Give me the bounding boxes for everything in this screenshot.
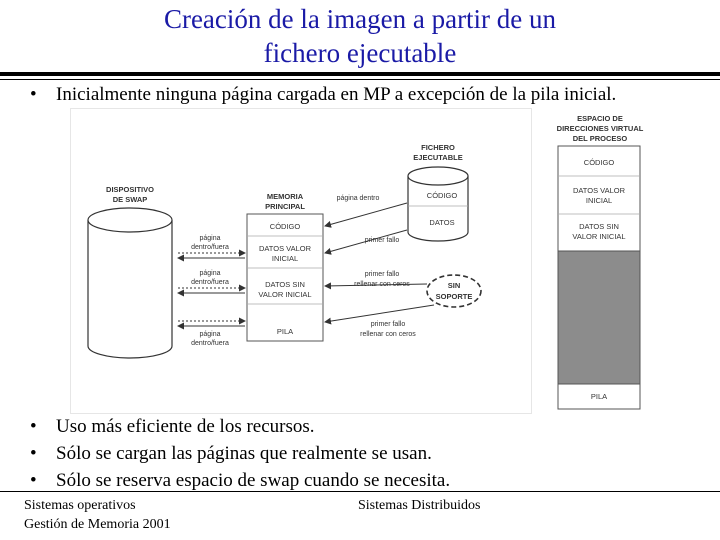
mem-datos-valor-1: DATOS VALOR [258, 244, 312, 253]
swap-label-1: DISPOSITIVO [106, 185, 154, 194]
bullet-3-text: Sólo se reserva espacio de swap cuando se necesita. [56, 470, 451, 491]
vas-datos-sin-1: DATOS SIN [579, 222, 619, 231]
mem-codigo: CÓDIGO [269, 222, 301, 231]
bullet-2 [30, 443, 432, 465]
bullet-dot: • [30, 443, 37, 464]
slide-title-line-1: Creación de la imagen a partir de un [163, 4, 557, 34]
bullet-dot: • [30, 470, 37, 491]
fichero-datos: DATOS [429, 218, 455, 227]
vas-datos-valor-1: DATOS VALOR [572, 186, 626, 195]
bullet-3 [30, 470, 450, 492]
espacio-label-2: DIRECCIONES VIRTUAL [556, 124, 644, 133]
slide-title-line-2: fichero ejecutable [263, 38, 457, 68]
bullet-top [30, 84, 616, 106]
slide-title [0, 2, 720, 70]
mem-datos-sin-1: DATOS SIN [265, 280, 305, 289]
fichero-cylinder [408, 167, 468, 241]
bullet-2-text: Sólo se cargan las páginas que realmente se usan. [56, 443, 432, 464]
memoria-label-2: PRINCIPAL [265, 202, 305, 211]
swap-dentro-fuera-2: dentro/fuera [191, 279, 229, 286]
sin-soporte-ellipse [427, 275, 481, 307]
vas-datos-valor-2: INICIAL [585, 196, 613, 205]
primer-fallo-2: primer fallo [364, 271, 400, 278]
bullet-dot: • [30, 416, 37, 437]
swap-pagina-3: página [199, 331, 221, 338]
footer-left-line-1: Sistemas operativos [24, 498, 136, 513]
mem-datos-sin-2: VALOR INICIAL [258, 290, 312, 299]
footer-left-line-2: Gestión de Memoria 2001 [24, 517, 171, 532]
bullet-top-text: Inicialmente ninguna página cargada en MP a excepción de la pila inicial. [56, 84, 617, 105]
mem-datos-valor-2: INICIAL [271, 254, 299, 263]
swap-pagina-1: página [199, 235, 221, 242]
bullet-1-text: Uso más eficiente de los recursos. [56, 416, 315, 437]
main-memory-column [247, 214, 323, 341]
espacio-label-1: ESPACIO DE [577, 114, 623, 123]
vas-gap [558, 251, 640, 384]
mem-pila: PILA [276, 327, 294, 336]
fichero-label-2: EJECUTABLE [413, 153, 463, 162]
vas-pila: PILA [590, 392, 608, 401]
primer-fallo-1: primer fallo [364, 237, 400, 244]
swap-label-2: DE SWAP [112, 195, 148, 204]
primer-fallo-3: primer fallo [370, 321, 406, 328]
title-rule-thin [0, 79, 720, 80]
fichero-label-1: FICHERO [421, 143, 455, 152]
swap-pagina-2: página [199, 270, 221, 277]
footer-center: Sistemas Distribuidos [358, 498, 481, 513]
memory-diagram [70, 108, 532, 414]
footer-rule [0, 491, 720, 492]
espacio-label-3: DEL PROCESO [572, 134, 628, 143]
swap-dentro-fuera-1: dentro/fuera [191, 244, 229, 251]
rellenar-ceros-3: rellenar con ceros [360, 331, 416, 338]
pagina-dentro: página dentro [336, 195, 380, 202]
sin-soporte-1: SIN [447, 281, 461, 290]
rellenar-ceros-2: rellenar con ceros [354, 281, 410, 288]
fichero-codigo: CÓDIGO [426, 191, 458, 200]
swap-dentro-fuera-3: dentro/fuera [191, 340, 229, 347]
sin-soporte-2: SOPORTE [435, 292, 473, 301]
memoria-label-1: MEMORIA [266, 192, 304, 201]
swap-device-cylinder [88, 208, 172, 358]
vas-datos-sin-2: VALOR INICIAL [572, 232, 626, 241]
footer-left [24, 496, 171, 534]
bullet-1 [30, 416, 315, 438]
virtual-address-space [540, 110, 660, 414]
vas-codigo: CÓDIGO [583, 158, 615, 167]
bullet-dot: • [30, 84, 37, 105]
title-rule-thick [0, 72, 720, 76]
